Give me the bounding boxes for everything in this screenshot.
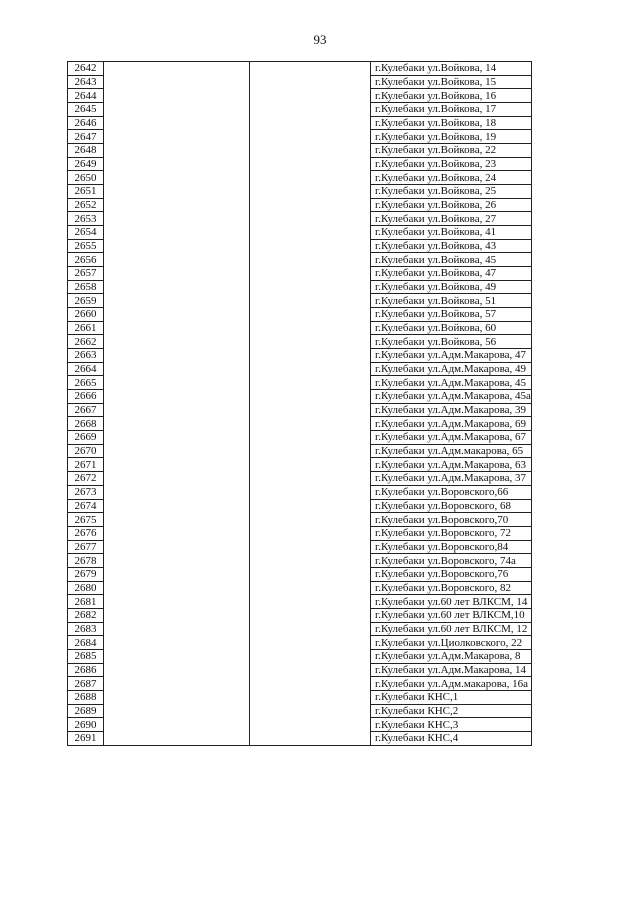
address-cell: г.Кулебаки КНС,1 (371, 690, 532, 704)
empty-cell (250, 103, 371, 117)
table-row (68, 704, 532, 718)
empty-cell (250, 636, 371, 650)
empty-cell (104, 335, 250, 349)
row-number: 2671 (68, 458, 104, 472)
empty-cell (104, 458, 250, 472)
table-row (68, 362, 532, 376)
address-cell: г.Кулебаки ул.Воровского,70 (371, 513, 532, 527)
address-cell: г.Кулебаки ул.Адм.Макарова, 39 (371, 403, 532, 417)
empty-cell (104, 212, 250, 226)
empty-cell (250, 444, 371, 458)
address-cell: г.Кулебаки ул.Войкова, 47 (371, 267, 532, 281)
row-number: 2644 (68, 89, 104, 103)
empty-cell (250, 554, 371, 568)
row-number: 2655 (68, 239, 104, 253)
table-row (68, 636, 532, 650)
empty-cell (250, 226, 371, 240)
empty-cell (104, 321, 250, 335)
address-cell: г.Кулебаки ул.60 лет ВЛКСМ, 14 (371, 595, 532, 609)
empty-cell (104, 130, 250, 144)
table-row (68, 308, 532, 322)
empty-cell (104, 649, 250, 663)
empty-cell (250, 253, 371, 267)
row-number: 2662 (68, 335, 104, 349)
address-cell: г.Кулебаки ул.Адм.Макарова, 37 (371, 472, 532, 486)
address-cell: г.Кулебаки ул.Адм.Макарова, 63 (371, 458, 532, 472)
empty-cell (104, 185, 250, 199)
empty-cell (250, 608, 371, 622)
table-row (68, 622, 532, 636)
table-row (68, 212, 532, 226)
empty-cell (250, 403, 371, 417)
empty-cell (250, 362, 371, 376)
address-cell: г.Кулебаки ул.Циолковского, 22 (371, 636, 532, 650)
empty-cell (250, 157, 371, 171)
empty-cell (250, 390, 371, 404)
table-row (68, 485, 532, 499)
address-cell: г.Кулебаки ул.Войкова, 49 (371, 280, 532, 294)
address-cell: г.Кулебаки ул.Войкова, 14 (371, 62, 532, 76)
address-cell: г.Кулебаки ул.Воровского, 82 (371, 581, 532, 595)
row-number: 2690 (68, 718, 104, 732)
row-number: 2667 (68, 403, 104, 417)
empty-cell (104, 349, 250, 363)
empty-cell (250, 89, 371, 103)
address-cell: г.Кулебаки ул.Войкова, 17 (371, 103, 532, 117)
empty-cell (250, 116, 371, 130)
row-number: 2654 (68, 226, 104, 240)
table-row (68, 267, 532, 281)
table-row (68, 458, 532, 472)
row-number: 2665 (68, 376, 104, 390)
empty-cell (250, 321, 371, 335)
empty-cell (104, 157, 250, 171)
address-cell: г.Кулебаки ул.Воровского, 74а (371, 554, 532, 568)
address-cell: г.Кулебаки ул.Войкова, 15 (371, 75, 532, 89)
empty-cell (250, 62, 371, 76)
empty-cell (104, 198, 250, 212)
table-row (68, 130, 532, 144)
empty-cell (250, 704, 371, 718)
empty-cell (104, 116, 250, 130)
row-number: 2658 (68, 280, 104, 294)
address-cell: г.Кулебаки ул.Войкова, 23 (371, 157, 532, 171)
table-row (68, 321, 532, 335)
address-cell: г.Кулебаки ул.Войкова, 25 (371, 185, 532, 199)
row-number: 2681 (68, 595, 104, 609)
table-row (68, 540, 532, 554)
table-row (68, 663, 532, 677)
row-number: 2646 (68, 116, 104, 130)
table-row (68, 526, 532, 540)
row-number: 2647 (68, 130, 104, 144)
table-row (68, 403, 532, 417)
address-cell: г.Кулебаки ул.Войкова, 51 (371, 294, 532, 308)
empty-cell (104, 417, 250, 431)
empty-cell (104, 663, 250, 677)
row-number: 2664 (68, 362, 104, 376)
empty-cell (250, 349, 371, 363)
table-row (68, 608, 532, 622)
empty-cell (250, 335, 371, 349)
table-row (68, 554, 532, 568)
empty-cell (104, 294, 250, 308)
empty-cell (250, 417, 371, 431)
address-cell: г.Кулебаки ул.Адм.Макарова, 47 (371, 349, 532, 363)
table-row (68, 157, 532, 171)
row-number: 2685 (68, 649, 104, 663)
table-row (68, 144, 532, 158)
table-row (68, 239, 532, 253)
empty-cell (104, 239, 250, 253)
address-cell: г.Кулебаки ул.Воровского,66 (371, 485, 532, 499)
row-number: 2679 (68, 567, 104, 581)
empty-cell (250, 622, 371, 636)
empty-cell (104, 526, 250, 540)
empty-cell (250, 75, 371, 89)
empty-cell (104, 171, 250, 185)
address-cell: г.Кулебаки ул.60 лет ВЛКСМ,10 (371, 608, 532, 622)
row-number: 2677 (68, 540, 104, 554)
address-table (67, 61, 532, 746)
row-number: 2668 (68, 417, 104, 431)
address-cell: г.Кулебаки ул.60 лет ВЛКСМ, 12 (371, 622, 532, 636)
address-cell: г.Кулебаки ул.Войкова, 22 (371, 144, 532, 158)
empty-cell (104, 267, 250, 281)
table-row (68, 349, 532, 363)
empty-cell (104, 308, 250, 322)
empty-cell (104, 390, 250, 404)
row-number: 2683 (68, 622, 104, 636)
empty-cell (104, 513, 250, 527)
empty-cell (104, 362, 250, 376)
row-number: 2678 (68, 554, 104, 568)
empty-cell (250, 376, 371, 390)
row-number: 2673 (68, 485, 104, 499)
empty-cell (104, 144, 250, 158)
empty-cell (250, 472, 371, 486)
table-body (68, 62, 532, 746)
address-cell: г.Кулебаки ул.Адм.Макарова, 67 (371, 431, 532, 445)
address-cell: г.Кулебаки ул.Войкова, 27 (371, 212, 532, 226)
table-row (68, 198, 532, 212)
table-row (68, 390, 532, 404)
address-cell: г.Кулебаки ул.Воровского, 68 (371, 499, 532, 513)
empty-cell (250, 198, 371, 212)
table-row (68, 253, 532, 267)
address-cell: г.Кулебаки ул.Адм.Макарова, 45а (371, 390, 532, 404)
table-row (68, 677, 532, 691)
address-cell: г.Кулебаки ул.Войкова, 18 (371, 116, 532, 130)
row-number: 2684 (68, 636, 104, 650)
empty-cell (104, 485, 250, 499)
empty-cell (250, 499, 371, 513)
empty-cell (104, 704, 250, 718)
row-number: 2688 (68, 690, 104, 704)
empty-cell (250, 185, 371, 199)
empty-cell (250, 513, 371, 527)
empty-cell (250, 308, 371, 322)
empty-cell (250, 239, 371, 253)
empty-cell (250, 458, 371, 472)
address-cell: г.Кулебаки КНС,2 (371, 704, 532, 718)
empty-cell (104, 567, 250, 581)
address-cell: г.Кулебаки ул.Адм.Макарова, 14 (371, 663, 532, 677)
row-number: 2660 (68, 308, 104, 322)
row-number: 2653 (68, 212, 104, 226)
row-number: 2657 (68, 267, 104, 281)
table-row (68, 690, 532, 704)
empty-cell (104, 376, 250, 390)
row-number: 2686 (68, 663, 104, 677)
row-number: 2682 (68, 608, 104, 622)
table-row (68, 649, 532, 663)
empty-cell (104, 89, 250, 103)
empty-cell (250, 130, 371, 144)
table-row (68, 103, 532, 117)
table-row (68, 226, 532, 240)
empty-cell (104, 444, 250, 458)
table-row (68, 171, 532, 185)
empty-cell (250, 294, 371, 308)
empty-cell (104, 690, 250, 704)
row-number: 2691 (68, 731, 104, 745)
row-number: 2663 (68, 349, 104, 363)
address-cell: г.Кулебаки ул.Войкова, 41 (371, 226, 532, 240)
table-row (68, 595, 532, 609)
empty-cell (104, 472, 250, 486)
address-cell: г.Кулебаки КНС,3 (371, 718, 532, 732)
empty-cell (250, 595, 371, 609)
row-number: 2669 (68, 431, 104, 445)
address-cell: г.Кулебаки ул.Войкова, 45 (371, 253, 532, 267)
empty-cell (250, 677, 371, 691)
row-number: 2650 (68, 171, 104, 185)
empty-cell (104, 75, 250, 89)
empty-cell (104, 253, 250, 267)
address-cell: г.Кулебаки КНС,4 (371, 731, 532, 745)
table-row (68, 75, 532, 89)
empty-cell (250, 540, 371, 554)
empty-cell (250, 567, 371, 581)
empty-cell (250, 212, 371, 226)
table-row (68, 280, 532, 294)
address-cell: г.Кулебаки ул.Войкова, 57 (371, 308, 532, 322)
empty-cell (250, 731, 371, 745)
table-row (68, 294, 532, 308)
empty-cell (250, 690, 371, 704)
row-number: 2661 (68, 321, 104, 335)
empty-cell (104, 403, 250, 417)
address-cell: г.Кулебаки ул.Войкова, 24 (371, 171, 532, 185)
table-row (68, 116, 532, 130)
empty-cell (250, 663, 371, 677)
empty-cell (250, 649, 371, 663)
empty-cell (250, 267, 371, 281)
row-number: 2656 (68, 253, 104, 267)
table-row (68, 62, 532, 76)
table-row (68, 185, 532, 199)
empty-cell (104, 581, 250, 595)
empty-cell (104, 595, 250, 609)
table-row (68, 444, 532, 458)
row-number: 2680 (68, 581, 104, 595)
table-row (68, 499, 532, 513)
address-cell: г.Кулебаки ул.Войкова, 60 (371, 321, 532, 335)
empty-cell (104, 226, 250, 240)
row-number: 2659 (68, 294, 104, 308)
row-number: 2645 (68, 103, 104, 117)
row-number: 2687 (68, 677, 104, 691)
row-number: 2674 (68, 499, 104, 513)
empty-cell (104, 677, 250, 691)
empty-cell (104, 731, 250, 745)
empty-cell (250, 431, 371, 445)
table-row (68, 567, 532, 581)
empty-cell (250, 485, 371, 499)
row-number: 2675 (68, 513, 104, 527)
address-cell: г.Кулебаки ул.Войкова, 19 (371, 130, 532, 144)
address-cell: г.Кулебаки ул.Воровского,76 (371, 567, 532, 581)
address-cell: г.Кулебаки ул.Войкова, 43 (371, 239, 532, 253)
address-cell: г.Кулебаки ул.Адм.Макарова, 69 (371, 417, 532, 431)
row-number: 2642 (68, 62, 104, 76)
table-row (68, 718, 532, 732)
row-number: 2676 (68, 526, 104, 540)
empty-cell (104, 718, 250, 732)
address-cell: г.Кулебаки ул.Адм.Макарова, 8 (371, 649, 532, 663)
address-cell: г.Кулебаки ул.Адм.Макарова, 45 (371, 376, 532, 390)
empty-cell (104, 280, 250, 294)
address-cell: г.Кулебаки ул.Адм.Макарова, 49 (371, 362, 532, 376)
empty-cell (250, 280, 371, 294)
address-cell: г.Кулебаки ул.Войкова, 16 (371, 89, 532, 103)
empty-cell (104, 636, 250, 650)
table-row (68, 731, 532, 745)
table-row (68, 335, 532, 349)
row-number: 2689 (68, 704, 104, 718)
table-row (68, 417, 532, 431)
address-cell: г.Кулебаки ул.Воровского,84 (371, 540, 532, 554)
row-number: 2643 (68, 75, 104, 89)
empty-cell (250, 171, 371, 185)
row-number: 2666 (68, 390, 104, 404)
empty-cell (104, 554, 250, 568)
empty-cell (104, 608, 250, 622)
empty-cell (104, 540, 250, 554)
table-row (68, 472, 532, 486)
address-cell: г.Кулебаки ул.Адм.макарова, 16а (371, 677, 532, 691)
table-row (68, 431, 532, 445)
empty-cell (250, 144, 371, 158)
row-number: 2651 (68, 185, 104, 199)
empty-cell (104, 62, 250, 76)
address-cell: г.Кулебаки ул.Войкова, 56 (371, 335, 532, 349)
table-row (68, 89, 532, 103)
empty-cell (250, 526, 371, 540)
row-number: 2652 (68, 198, 104, 212)
address-cell: г.Кулебаки ул.Адм.макарова, 65 (371, 444, 532, 458)
empty-cell (250, 581, 371, 595)
empty-cell (104, 499, 250, 513)
row-number: 2648 (68, 144, 104, 158)
empty-cell (104, 431, 250, 445)
empty-cell (104, 103, 250, 117)
address-cell: г.Кулебаки ул.Войкова, 26 (371, 198, 532, 212)
table-row (68, 513, 532, 527)
row-number: 2649 (68, 157, 104, 171)
empty-cell (250, 718, 371, 732)
row-number: 2672 (68, 472, 104, 486)
row-number: 2670 (68, 444, 104, 458)
empty-cell (104, 622, 250, 636)
table-row (68, 376, 532, 390)
page-number: 93 (313, 32, 327, 47)
table-row (68, 581, 532, 595)
address-cell: г.Кулебаки ул.Воровского, 72 (371, 526, 532, 540)
